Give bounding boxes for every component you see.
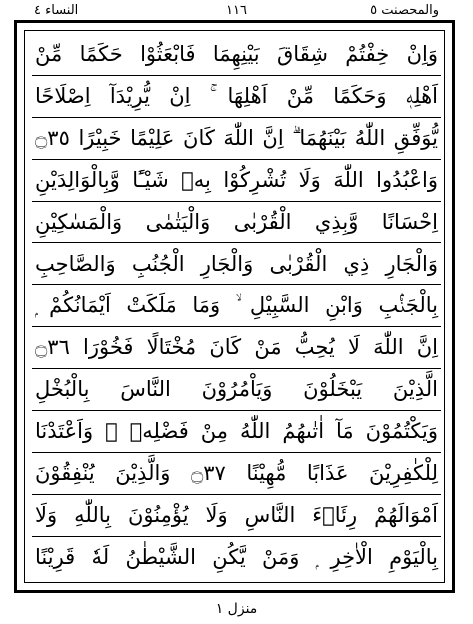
text-line <box>32 537 441 579</box>
line-text: وَاِنْ خِفْتُمْ شِقَاقَ بَيْنِهِمَا فَابْعَثُوْا حَكَمًا مِّنْ <box>35 42 438 66</box>
text-line <box>32 202 441 244</box>
text-line <box>32 34 441 76</box>
text-line <box>32 369 441 411</box>
text-line <box>32 327 441 369</box>
text-line <box>32 285 441 327</box>
line-text: وَاعْبُدُوا اللّٰهَ وَلَا تُشْرِكُوْا بِهٖ شَيْـًٔا وَّبِالْوَالِدَيْنِ <box>35 167 438 192</box>
quran-text-area <box>32 34 441 579</box>
line-text: اَهْلِهٖ وَحَكَمًا مِّنْ اَهْلِهَا ۚ اِنْ يُّرِيْدَآ اِصْلَاحًا <box>35 83 438 108</box>
line-text: اَمْوَالَهُمْ رِئَاۗءَ النَّاسِ وَلَا يُؤْمِنُوْنَ بِاللّٰهِ وَلَا <box>35 502 438 527</box>
line-text: اِحْسَانًا وَّبِذِي الْقُرْبٰى وَالْيَتٰمٰى وَالْمَسٰكِيْنِ <box>35 209 438 234</box>
text-line <box>32 244 441 286</box>
page-number: ١١٦ <box>226 3 247 18</box>
text-line <box>32 495 441 537</box>
line-text: اِنَّ اللّٰهَ لَا يُحِبُّ مَنْ كَانَ مُخْتَالًا فَخُوْرَا ۝٣٦ <box>35 335 438 360</box>
juz-name: والمحصنت ٥ <box>370 3 439 18</box>
line-text: لِلْكٰفِرِيْنَ عَذَابًا مُّهِيْنًا ۝٣٧ وَالَّذِيْنَ يُنْفِقُوْنَ <box>35 461 438 485</box>
line-text: وَالْجَارِ ذِي الْقُرْبٰى وَالْجَارِ الْجُنُبِ وَالصَّاحِبِ <box>35 251 438 276</box>
surah-name: النساء ٤ <box>34 3 79 18</box>
line-text: وَيَكْتُمُوْنَ مَآ اٰتٰىهُمُ اللّٰهُ مِنْ فَضْلِهٖ ۭ وَاَعْتَدْنَا <box>35 419 438 444</box>
text-line <box>32 453 441 495</box>
line-text: الَّذِيْنَ يَبْخَلُوْنَ وَيَاْمُرُوْنَ النَّاسَ بِالْبُخْلِ <box>35 377 438 402</box>
line-text: بِالْيَوْمِ الْاٰخِرِ ۭ وَمَنْ يَّكُنِ الشَّيْطٰنُ لَهٗ قَرِيْنًا <box>35 544 438 569</box>
text-line <box>32 76 441 118</box>
line-text: بِالْجَنْۢبِ وَابْنِ السَّبِيْلِ ۙ وَمَا مَلَكَتْ اَيْمَانُكُمْ ۭ <box>35 293 438 318</box>
text-line <box>32 118 441 160</box>
text-line <box>32 411 441 453</box>
text-line <box>32 160 441 202</box>
manzil-footer: منزل ١ <box>215 601 258 617</box>
page-header <box>34 2 439 20</box>
line-text: يُّوَفِّقِ اللّٰهُ بَيْنَهُمَا ۗ اِنَّ اللّٰهَ كَانَ عَلِيْمًا خَبِيْرًا ۝٣٥ <box>35 125 438 150</box>
